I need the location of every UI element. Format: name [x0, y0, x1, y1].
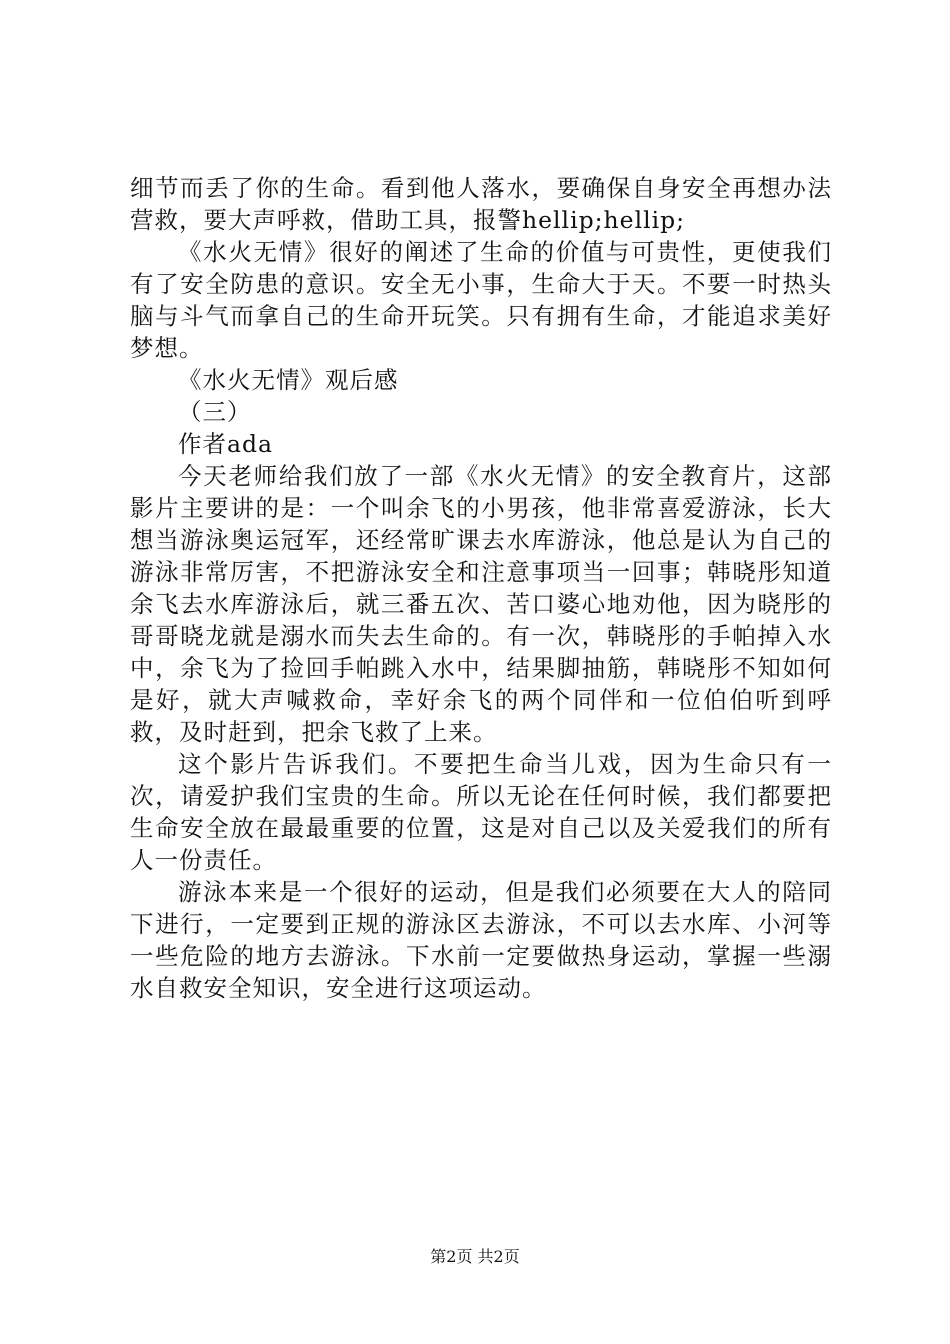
document-body — [130, 172, 832, 1004]
author-line: 作者ada — [178, 430, 274, 458]
paragraph-swimming: 游泳本来是一个很好的运动，但是我们必须要在大人的陪同下进行，一定要到正规的游泳区去游泳，不可以去水库、小河等一些危险的地方去游泳。下水前一定要做热身运动，掌握一些溺水自救安全知识，安全进行这项运动。 — [130, 878, 832, 1002]
section-title: 《水火无情》观后感 — [178, 366, 399, 394]
section-number: （三） — [178, 398, 252, 426]
page-number-footer: 第2页 共2页 — [430, 1247, 520, 1266]
paragraph-story: 今天老师给我们放了一部《水火无情》的安全教育片，这部影片主要讲的是：一个叫余飞的小男孩，他非常喜爱游泳，长大想当游泳奥运冠军，还经常旷课去水库游泳，他总是认为自己的游泳非常厉害，不把游泳安全和注意事项当一回事；韩晓彤知道余飞去水库游泳后，就三番五次、苦口婆心地劝他，因为晓彤的哥哥晓龙就是溺水而失去生命的。有一次，韩晓彤的手帕掉入水中，余飞为了捡回手帕跳入水中，结果脚抽筋，韩晓彤不知如何是好，就大声喊救命，幸好余飞的两个同伴和一位伯伯听到呼救，及时赶到，把余飞救了上来。 — [130, 462, 832, 746]
paragraph-reflection: 《水火无情》很好的阐述了生命的价值与可贵性，更使我们有了安全防患的意识。安全无小事，生命大于天。不要一时热头脑与斗气而拿自己的生命开玩笑。只有拥有生命，才能追求美好梦想。 — [130, 238, 832, 362]
paragraph-continuation: 细节而丢了你的生命。看到他人落水，要确保自身安全再想办法营救，要大声呼救，借助工具，报警hellip;hellip; — [130, 174, 832, 234]
paragraph-lesson: 这个影片告诉我们。不要把生命当儿戏，因为生命只有一次，请爱护我们宝贵的生命。所以无论在任何时候，我们都要把生命安全放在最最重要的位置，这是对自己以及关爱我们的所有人一份责任。 — [130, 750, 832, 874]
